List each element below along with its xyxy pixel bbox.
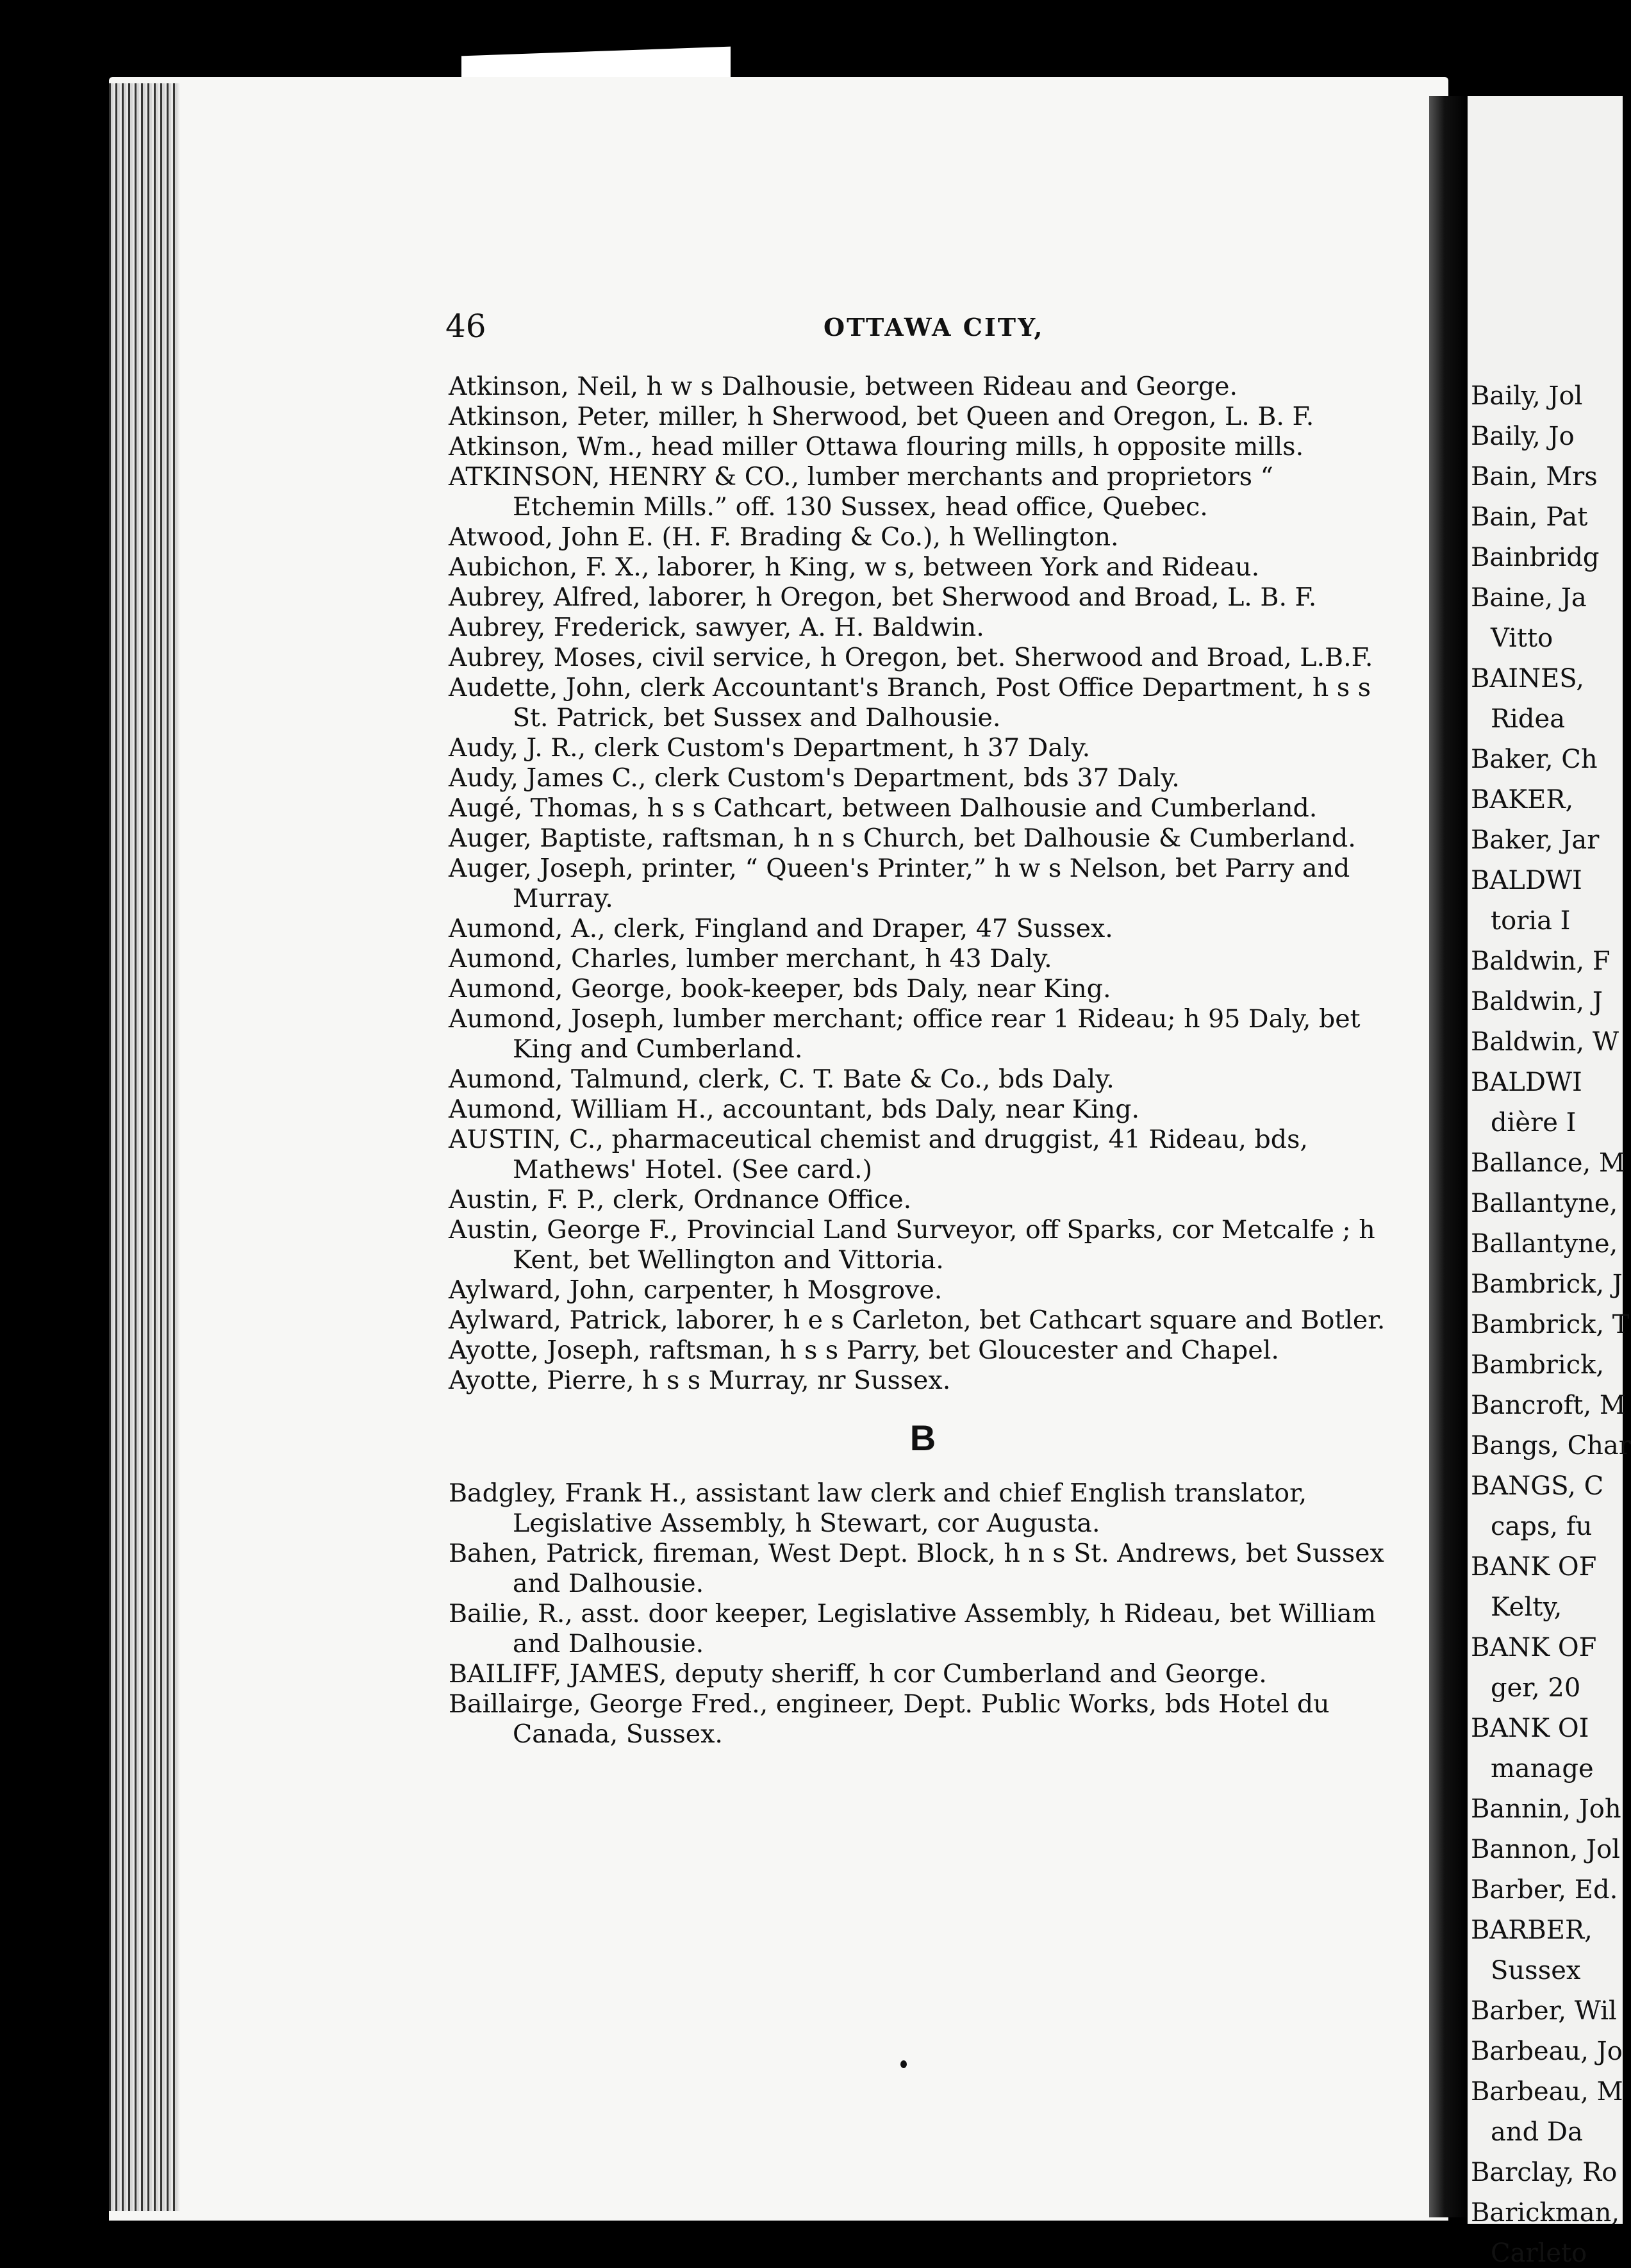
adjacent-page-line: Kelty, (1491, 1593, 1562, 1622)
adjacent-page-line: Bain, Mrs (1471, 462, 1598, 492)
directory-entry: Atkinson, Peter, miller, h Sherwood, bet Queen and Oregon, L. B. F. (449, 402, 1314, 431)
directory-entry: Atkinson, Neil, h w s Dalhousie, between Rideau and George. (449, 372, 1238, 401)
adjacent-page-line: BANGS, C (1471, 1471, 1604, 1501)
directory-entry: Auger, Baptiste, raftsman, h n s Church, bet Dalhousie & Cumberland. (449, 824, 1356, 853)
adjacent-page-line: Baker, Jar (1471, 825, 1600, 855)
directory-entry: Ayotte, Pierre, h s s Murray, nr Sussex. (449, 1366, 951, 1395)
directory-entry: Aumond, A., clerk, Fingland and Draper, 47 Sussex. (449, 914, 1113, 943)
directory-entry: Atwood, John E. (H. F. Brading & Co.), h Wellington. (449, 522, 1119, 552)
directory-entry: ATKINSON, HENRY & CO., lumber merchants and proprietors “ Etchemin Mills.” off. 130 Sussex, head office, Quebec. (449, 462, 1282, 522)
adjacent-page-line: Barickman, (1471, 2198, 1620, 2228)
directory-entry: Baillairge, George Fred., engineer, Dept. Public Works, bds Hotel du Canada, Sussex. (449, 1689, 1338, 1749)
adjacent-page-line: Baine, Ja (1471, 583, 1587, 613)
directory-entry: Aumond, Joseph, lumber merchant; office rear 1 Rideau; h 95 Daly, bet King and Cumberland. (449, 1004, 1369, 1064)
adjacent-page-line: BALDWI (1471, 1068, 1582, 1097)
adjacent-page-line: Ballantyne, (1471, 1229, 1618, 1259)
adjacent-page (1468, 96, 1631, 2268)
directory-entry: Ayotte, Joseph, raftsman, h s s Parry, bet Gloucester and Chapel. (449, 1336, 1279, 1365)
directory-entry: Aylward, Patrick, laborer, h e s Carleton, bet Cathcart square and Botler. (449, 1305, 1386, 1335)
adjacent-page-line: Ballantyne, (1471, 1189, 1618, 1218)
adjacent-page-line: BAINES, (1471, 664, 1584, 693)
adjacent-page-line: Baldwin, W (1471, 1027, 1619, 1057)
directory-entry: Auger, Joseph, printer, “ Queen's Printer,” h w s Nelson, bet Parry and Murray. (449, 854, 1358, 913)
directory-entry: Aubichon, F. X., laborer, h King, w s, between York and Rideau. (449, 552, 1260, 582)
adjacent-page-line: toria I (1491, 906, 1571, 936)
adjacent-page-line: Bainbridg (1471, 543, 1600, 572)
adjacent-page-line: Carleto (1491, 2239, 1587, 2268)
running-head (445, 308, 1394, 346)
directory-entry: Atkinson, Wm., head miller Ottawa flouring mills, h opposite mills. (449, 432, 1304, 461)
adjacent-page-line: and Da (1491, 2117, 1583, 2147)
adjacent-page-line: Bambrick, (1471, 1350, 1605, 1380)
entries-section-b (449, 1478, 1397, 1750)
adjacent-page-line: Bannin, Joh (1471, 1794, 1621, 1824)
adjacent-page-line: Vitto (1491, 624, 1553, 653)
book-gutter (1429, 96, 1468, 2217)
adjacent-page-line: Bambrick, T (1471, 1310, 1630, 1339)
entries-section-a (449, 372, 1397, 1396)
adjacent-page-line: Barbeau, Jo (1471, 2037, 1623, 2066)
adjacent-page-line: dière I (1491, 1108, 1577, 1138)
directory-entry: Bailie, R., asst. door keeper, Legislative Assembly, h Rideau, bet William and Dalhousie. (449, 1599, 1384, 1659)
directory-entry: Aumond, William H., accountant, bds Daly, near King. (449, 1095, 1140, 1124)
adjacent-page-line: caps, fu (1491, 1512, 1593, 1541)
directory-entry: Aubrey, Frederick, sawyer, A. H. Baldwin. (449, 613, 984, 642)
directory-entry: Austin, F. P., clerk, Ordnance Office. (449, 1185, 912, 1214)
adjacent-page-line: manage (1491, 1754, 1594, 1784)
directory-entry: BAILIFF, JAMES, deputy sheriff, h cor Cumberland and George. (449, 1659, 1267, 1689)
page-number: 46 (445, 308, 486, 345)
adjacent-page-line: Sussex (1491, 1956, 1581, 1985)
adjacent-page-line: ger, 20 (1491, 1673, 1581, 1703)
adjacent-page-line: Bangs, Char (1471, 1431, 1631, 1461)
page-dot (900, 2060, 907, 2068)
adjacent-page-line: BARBER, (1471, 1916, 1593, 1945)
page-title: OTTAWA CITY, (824, 313, 1045, 342)
directory-entry: Badgley, Frank H., assistant law clerk and chief English translator, Legislative Assembly, h Stewart, cor Augusta. (449, 1478, 1315, 1538)
directory-entry: Audy, J. R., clerk Custom's Department, h 37 Daly. (449, 733, 1091, 763)
adjacent-page-line: Barclay, Ro (1471, 2158, 1618, 2187)
adjacent-page-line: BAKER, (1471, 785, 1574, 815)
adjacent-page-line: Baldwin, J (1471, 987, 1603, 1016)
adjacent-page-line: BALDWI (1471, 866, 1582, 895)
directory-entry: Audette, John, clerk Accountant's Branch, Post Office Department, h s s St. Patrick, bet Sussex and Dalhousie. (449, 673, 1379, 733)
adjacent-page-line: Bannon, Jol (1471, 1835, 1620, 1864)
adjacent-page-line: Barbeau, M (1471, 2077, 1623, 2107)
directory-entries (449, 372, 1397, 1750)
directory-entry: Bahen, Patrick, fireman, West Dept. Block, h n s St. Andrews, bet Sussex and Dalhousie. (449, 1539, 1393, 1598)
directory-entry: Aumond, Charles, lumber merchant, h 43 Daly. (449, 944, 1052, 973)
adjacent-page-line: BANK OF (1471, 1552, 1597, 1582)
directory-entry: Aumond, George, book-keeper, bds Daly, near King. (449, 974, 1111, 1004)
directory-entry: Augé, Thomas, h s s Cathcart, between Dalhousie and Cumberland. (449, 793, 1318, 823)
directory-entry: Aubrey, Moses, civil service, h Oregon, bet. Sherwood and Broad, L.B.F. (449, 643, 1373, 672)
adjacent-page-line: Barber, Wil (1471, 1996, 1617, 2026)
directory-entry: Aubrey, Alfred, laborer, h Oregon, bet Sherwood and Broad, L. B. F. (449, 583, 1317, 612)
adjacent-page-line: Baldwin, F (1471, 947, 1610, 976)
adjacent-page-line: Baily, Jo (1471, 422, 1575, 451)
section-letter: B (909, 1418, 936, 1458)
directory-entry: Aylward, John, carpenter, h Mosgrove. (449, 1275, 943, 1305)
page-edges (109, 83, 179, 2211)
adjacent-page-line: Baily, Jol (1471, 381, 1583, 411)
adjacent-page-line: BANK OF (1471, 1633, 1597, 1662)
adjacent-page-line: Bancroft, M (1471, 1391, 1626, 1420)
directory-entry: Audy, James C., clerk Custom's Department, bds 37 Daly. (449, 763, 1180, 793)
adjacent-page-line: Ridea (1491, 704, 1566, 734)
directory-entry: Aumond, Talmund, clerk, C. T. Bate & Co., bds Daly. (449, 1064, 1114, 1094)
directory-entry: Austin, George F., Provincial Land Surveyor, off Sparks, cor Metcalfe ; h Kent, bet Wellington and Vittoria. (449, 1215, 1384, 1275)
adjacent-page-line: Bambrick, J (1471, 1270, 1623, 1299)
adjacent-page-line: Ballance, M (1471, 1148, 1625, 1178)
adjacent-page-line: Bain, Pat (1471, 502, 1588, 532)
adjacent-page-line: Barber, Ed. (1471, 1875, 1618, 1905)
adjacent-page-line: BANK OI (1471, 1714, 1589, 1743)
directory-entry: AUSTIN, C., pharmaceutical chemist and druggist, 41 Rideau, bds, Mathews' Hotel. (See card.) (449, 1125, 1316, 1184)
adjacent-page-line: Baker, Ch (1471, 745, 1598, 774)
